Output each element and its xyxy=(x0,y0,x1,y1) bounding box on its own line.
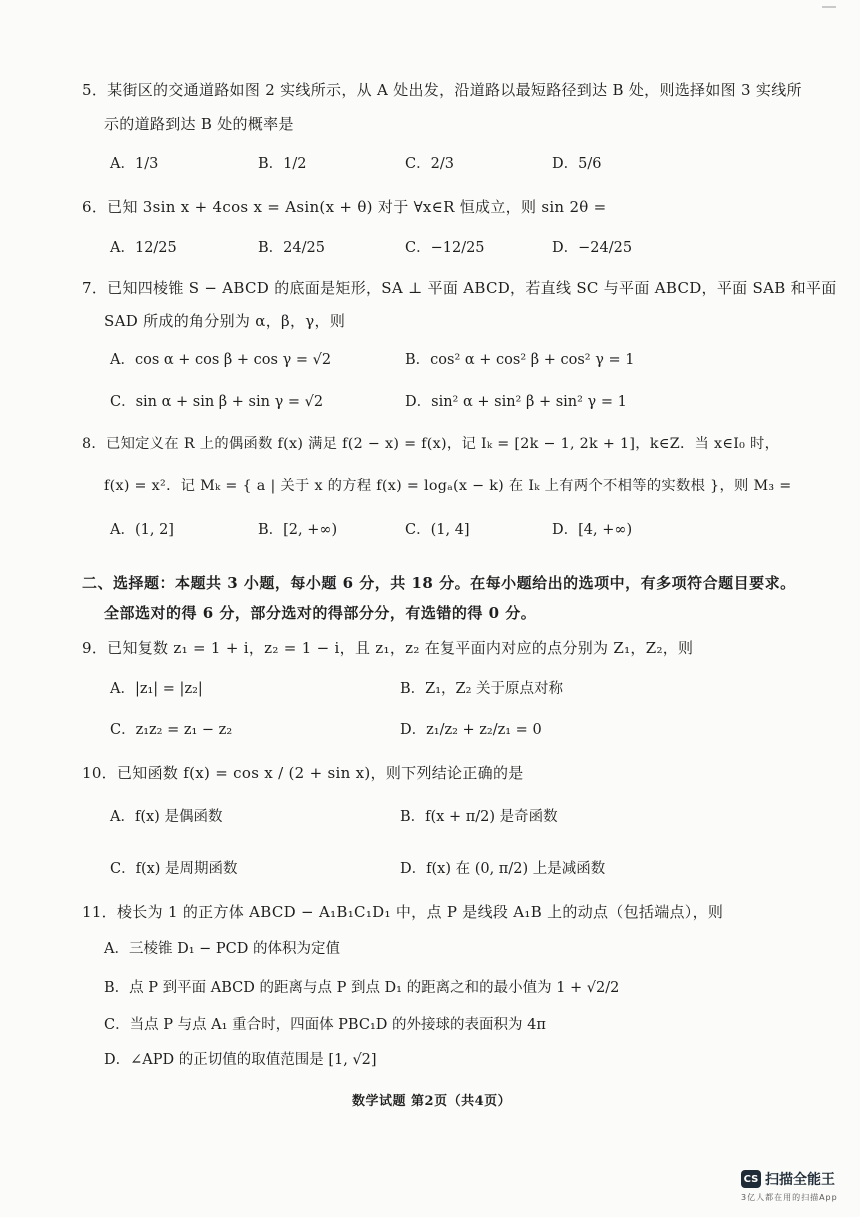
section-2-heading: 二、选择题：本题共 3 小题，每小题 6 分，共 18 分。在每小题给出的选项中，有多项符合题目要求。 xyxy=(82,574,796,592)
q7-option-b: B．cos² α + cos² β + cos² γ = 1 xyxy=(405,352,635,368)
page-footer: 数学试题 第2页（共4页） xyxy=(352,1094,512,1109)
q7-option-c: C．sin α + sin β + sin γ = √2 xyxy=(110,394,324,410)
q5-stem-line2: 示的道路到达 B 处的概率是 xyxy=(104,115,294,133)
q11-option-a: A．三棱锥 D₁ − PCD 的体积为定值 xyxy=(104,941,340,957)
q5-stem-line1: 5．某街区的交通道路如图 2 实线所示，从 A 处出发，沿道路以最短路径到达 B 处，则选择如图 3 实线所 xyxy=(82,81,802,99)
q6-option-c: C．−12/25 xyxy=(405,240,485,256)
q6-option-d: D．−24/25 xyxy=(552,240,633,256)
q5-option-a: A．1/3 xyxy=(110,156,159,172)
section-2-scoring: 全部选对的得 6 分，部分选对的得部分分，有选错的得 0 分。 xyxy=(104,604,537,622)
scanner-tagline: 3亿人都在用的扫描App xyxy=(741,1193,838,1202)
q5-option-d: D．5/6 xyxy=(552,156,602,172)
q10-stem: 10．已知函数 f(x) = cos x / (2 + sin x)，则下列结论正确的是 xyxy=(82,764,524,782)
q9-option-d: D．z₁/z₂ + z₂/z₁ = 0 xyxy=(400,722,542,738)
q11-stem: 11．棱长为 1 的正方体 ABCD − A₁B₁C₁D₁ 中，点 P 是线段 A₁B 上的动点（包括端点），则 xyxy=(82,903,724,921)
q8-option-b: B．[2, +∞) xyxy=(258,522,338,538)
q5-option-c: C．2/3 xyxy=(405,156,454,172)
q11-option-b: B．点 P 到平面 ABCD 的距离与点 P 到点 D₁ 的距离之和的最小值为 1 + √2/2 xyxy=(104,980,620,996)
q9-option-a: A．|z₁| = |z₂| xyxy=(110,681,203,697)
corner-mark xyxy=(822,6,836,8)
q9-option-b: B．Z₁，Z₂ 关于原点对称 xyxy=(400,681,564,697)
camscanner-icon: CS xyxy=(741,1170,761,1188)
q7-stem-line2: SAD 所成的角分别为 α，β，γ，则 xyxy=(104,312,346,330)
q6-option-b: B．24/25 xyxy=(258,240,325,256)
q5-option-b: B．1/2 xyxy=(258,156,307,172)
q10-option-a: A．f(x) 是偶函数 xyxy=(110,809,223,825)
q9-stem: 9．已知复数 z₁ = 1 + i，z₂ = 1 − i，且 z₁，z₂ 在复平面内对应的点分别为 Z₁，Z₂，则 xyxy=(82,639,694,657)
q10-option-b: B．f(x + π/2) 是奇函数 xyxy=(400,809,558,825)
scanner-logo xyxy=(741,1169,835,1189)
q8-option-c: C．(1, 4] xyxy=(405,522,470,538)
q6-option-a: A．12/25 xyxy=(110,240,177,256)
q11-option-c: C．当点 P 与点 A₁ 重合时，四面体 PBC₁D 的外接球的表面积为 4π xyxy=(104,1017,546,1033)
q11-option-d: D．∠APD 的正切值的取值范围是 [1, √2] xyxy=(104,1052,377,1068)
q8-option-d: D．[4, +∞) xyxy=(552,522,633,538)
q7-option-d: D．sin² α + sin² β + sin² γ = 1 xyxy=(405,394,627,410)
q8-stem-line1: 8．已知定义在 R 上的偶函数 f(x) 满足 f(2 − x) = f(x)，记 Iₖ = [2k − 1, 2k + 1]，k∈Z．当 x∈I₀ 时， xyxy=(82,436,780,452)
q10-option-d: D．f(x) 在 (0, π/2) 上是减函数 xyxy=(400,861,606,877)
q8-stem-line2: f(x) = x²．记 Mₖ = { a | 关于 x 的方程 f(x) = logₐ(x − k) 在 Iₖ 上有两个不相等的实数根 }，则 M₃ = xyxy=(104,478,792,494)
q8-option-a: A．(1, 2] xyxy=(110,522,174,538)
q9-option-c: C．z₁z₂ = z₁ − z₂ xyxy=(110,722,233,738)
q7-option-a: A．cos α + cos β + cos γ = √2 xyxy=(110,352,332,368)
q10-option-c: C．f(x) 是周期函数 xyxy=(110,861,238,877)
scanner-app-name: 扫描全能王 xyxy=(765,1172,835,1188)
q7-stem-line1: 7．已知四棱锥 S − ABCD 的底面是矩形，SA ⊥ 平面 ABCD，若直线 SC 与平面 ABCD，平面 SAB 和平面 xyxy=(82,279,837,297)
q6-stem: 6．已知 3sin x + 4cos x = Asin(x + θ) 对于 ∀x∈R 恒成立，则 sin 2θ = xyxy=(82,198,607,216)
